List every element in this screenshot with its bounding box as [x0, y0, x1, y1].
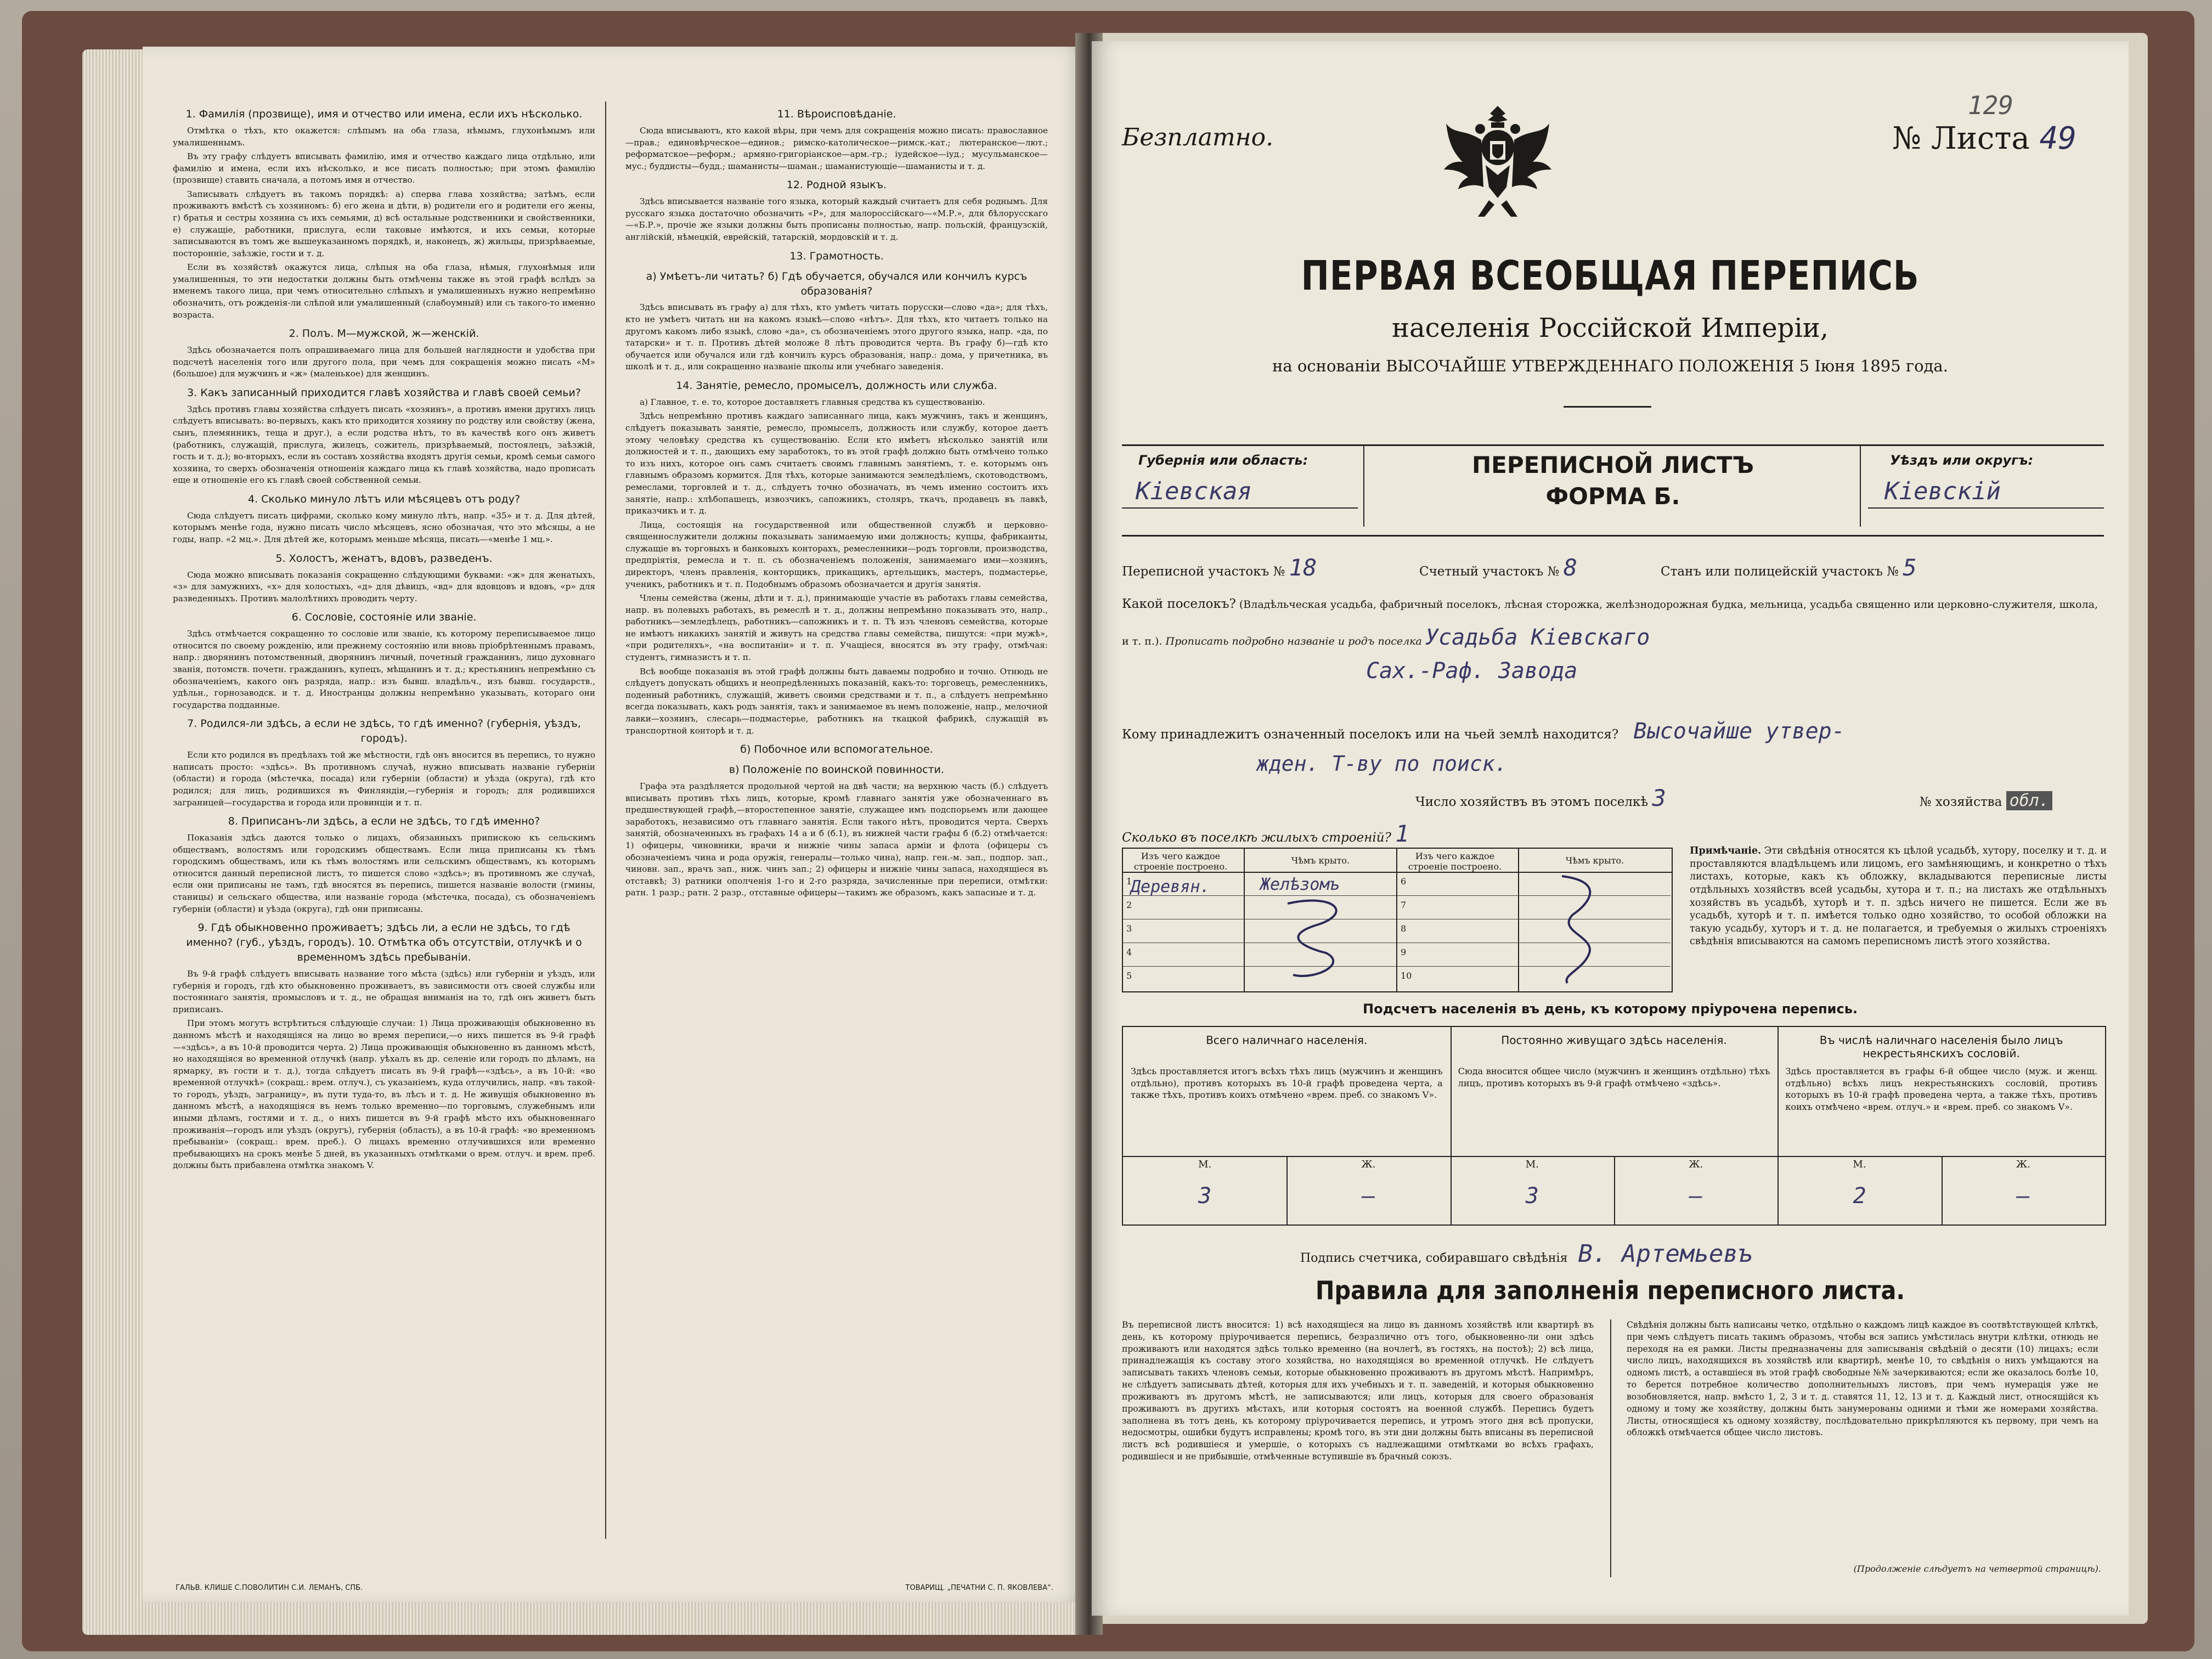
owner-line [1122, 719, 1845, 744]
instruction-paragraph: Здѣсь вписывать въ графу а) для тѣхъ, кто умѣетъ читать порусски—слово «да»; для тѣхъ, кто не умѣетъ читать ни на какомъ языкѣ—слово «нѣтъ». Для тѣхъ, кто читаетъ только на другомъ какомъ либо языкѣ, слово «да», съ обозначеніемъ этого другого языка, напр. «да, по татарски» и т. п. Противъ дѣтей моложе 8 лѣтъ проводится черта. Въ графу б)—гдѣ кто обучается или обучался или гдѣ кончилъ курсъ образованія, напр.: дома, у причетника, въ школѣ и т. д., или сокращенно названіе школы или учебнаго заведенія. [625, 302, 1048, 372]
male-count: 2 [1853, 1183, 1866, 1209]
households-line [1415, 785, 2052, 811]
households-label: Число хозяйствъ въ этомъ поселкѣ [1415, 795, 1649, 809]
household-no-value: обл. [2006, 791, 2052, 810]
instruction-paragraph: Въ 9-й графѣ слѣдуетъ вписывать название того мѣста (здѣсь) или губерніи и уѣздъ, или губернія и городъ, гдѣ кто обыкновенно проживаетъ, въ зависимости отъ своей службы или постояннаго занятія, промысловъ и т. д., не обращая вниманія на то, гдѣ онъ живетъ быть приписанъ. [173, 969, 595, 1014]
rules-column-1: Въ переписной листъ вносится: 1) всѣ находящіеся на лицо въ данномъ хозяйствѣ или квартирѣ въ день, къ которому пріурочивается перепись, безразлично отъ того, обыкновенно-ли они здѣсь проживаютъ или находятся здѣсь только временно (на ночлегѣ, въ гостяхъ, на постоѣ); 2) всѣ лица, принадлежащія къ составу этого хозяйства, но находящіяся во временной отлучкѣ. Не слѣдуетъ записывать такихъ членовъ семьи, которые обыкновенно проживаютъ въ другомъ мѣстѣ. Напримѣръ, не слѣдуетъ записывать дѣтей, которыя для ихъ учебныхъ и т. п. заведеній, и которыя обыкновенно проживаютъ въ другомъ мѣстѣ, не записываются; или лицъ, которыя для своего образованія проживаютъ въ другихъ мѣстахъ, или которыя состоятъ на военной службѣ. Перепись будетъ заполнена въ тотъ день, къ которому пріурочивается перепись, и утромъ этого дня всѣ пропуски, недосмотры, ошибки будутъ исправлены; кромѣ того, въ эти дни должны быть вписаны въ переписной листъ всѣ родившіеся и умершіе, о которыхъ съ надлежащими отмѣтками во всѣхъ графахъ, родившіеся и не прибывшіе, отмѣченные вступившіе въ брачный союзъ. [1122, 1320, 1594, 1462]
buildings-note [1690, 845, 2107, 949]
settlement-block [1122, 592, 2104, 658]
section-heading: а) Умѣетъ-ли читать? б) Гдѣ обучается, обучался или кончилъ курсъ образованія? [646, 270, 1028, 297]
district-label: Уѣздъ или округъ: [1890, 453, 2034, 468]
title-rule [1564, 406, 1651, 408]
police-area-label: Станъ или полицейскій участокъ № [1661, 565, 1899, 579]
instruction-paragraph: Сюда можно вписывать показанія сокращенно слѣдующими буквами: «ж» для женатыхъ, «з» для замужнихъ, «х» для холостыхъ, «д» для дѣвицъ, «вд» для вдовцовъ и вдовъ, «р» для разведенныхъ. Противъ малолѣтнихъ проводить черту. [173, 569, 595, 603]
settlement-value-1: Усадьба Кіевскаго [1425, 624, 1650, 650]
district-underline [1868, 507, 2104, 509]
instruction-paragraph: Показанія здѣсь даются только о лицахъ, обязанныхъ припискою къ сельскимъ обществамъ, волостямъ или городскимъ обществамъ. Если лица приписаны къ тѣмъ городскимъ обществамъ, или къ тѣмъ волостямъ или сельскимъ обществамъ, къ которымъ относится данный переписной листъ, то пишется слово «здѣсь»; въ противномъ же случаѣ, если они приписаны не тамъ, гдѣ вносятся въ перепись, пишется названіе волости (гмины, станицы) и сельскаго общества, или названіе города (мѣстечка, посада), съ обозначеніемъ губерніи (области) и уѣзда (округа), гдѣ они приписаны. [173, 833, 595, 914]
buildings-line [1122, 820, 1409, 847]
settlement-hint-2: Прописать подробно названіе и родъ поселка [1165, 635, 1422, 647]
section-heading: 2. Полъ. М—мужской, ж—женскій. [289, 328, 479, 340]
signature-value: В. Артемьевъ [1578, 1240, 1753, 1268]
female-label: Ж. [1361, 1159, 1376, 1170]
section-heading: 11. Вѣроисповѣданіе. [777, 108, 896, 120]
male-label: М. [1198, 1159, 1212, 1170]
building-1-material: Деревян. [1131, 877, 1210, 896]
rules-column-2: Свѣдѣнія должны быть написаны четко, отдѣльно о каждомъ лицѣ каждое въ соотвѣтствующей клѣткѣ, при чемъ слѣдуетъ писать такимъ образомъ, чтобы вся запись умѣстилась внутри клѣтки, отнюдь не переходя на ея рамки. Листы предназначены для записыванія свѣдѣній о десяти (10) лицахъ; если число лицъ, находящихся въ хозяйствѣ или квартирѣ, менѣе 10, то свѣдѣнія о нихъ умѣщаются на одномъ листѣ, а оставшіеся въ этой графѣ свободные №№ зачеркиваются; если же оказалось болѣе 10, то берется потребное количество дополнительныхъ листовъ, при чемъ нумерація уже не возобновляется, напр. вмѣсто 1, 2, 3 и т. д. ставятся 11, 12, 13 и т. д. Каждый лист, относящійся къ одному и тому же хозяйству, должны быть занумерованы одними и тѣми же номерами хозяйства. Листы, относящіеся къ одному хозяйству, послѣдовательно прикрѣпляются къ первому, при чемъ на обложкѣ отмѣчается общее число листовъ. [1627, 1320, 2098, 1438]
building-1-roof: Желѣзомъ [1260, 875, 1340, 894]
section-heading: 4. Сколько минуло лѣтъ или мѣсяцевъ отъ роду? [247, 493, 521, 505]
buildings-col-rule-a [1244, 849, 1245, 991]
owner-label: Кому принадлежитъ означенный поселокъ или на чьей землѣ находится? [1122, 727, 1619, 742]
police-area-value: 5 [1903, 554, 1917, 581]
buildings-col-rule-b [1518, 849, 1519, 991]
instruction-paragraph: Если кто родился въ предѣлахъ той же мѣстности, гдѣ онъ вносится въ перепись, то нужно написать просто: «здѣсь». Въ противномъ случаѣ, нужно вписывать названіе губерніи (области) и города (мѣстечка, посада) или губерніи (области) и уѣзда (округа), гдѣ кто родился; для лицъ, родившихся въ Финляндіи,—губернія и городъ; для родившихся заграницей—государства и города или провинціи и т. п. [173, 750, 595, 808]
household-no-label: № хозяйства [1919, 795, 2002, 809]
owner-value-1: Высочайше утвер- [1633, 719, 1845, 744]
settlement-hint: (Владѣльческая усадьба, фабричный поселокъ, лѣсная сторожка, желѣзнодорожная будка, мельница, усадьба священно или церковно-служителя, школа, и т. п.). [1122, 599, 2098, 647]
census-area-label: Переписной участокъ № [1122, 565, 1285, 579]
header-top-rule [1122, 444, 2104, 446]
instruction-paragraph: Отмѣтка о тѣхъ, кто окажется: слѣпымъ на оба глаза, нѣмымъ, глухонѣмымъ или умалишеннымъ. [173, 125, 595, 148]
rules-continued-note: (Продолженіе слѣдуетъ на четвертой страницѣ). [1853, 1564, 2101, 1574]
female-count: — [1362, 1183, 1375, 1209]
right-page-census-form [1092, 41, 2129, 1616]
sheet-number-value: 49 [2039, 121, 2076, 156]
building-row-number: 4 [1126, 947, 1132, 957]
instruction-paragraph: Члены семейства (жены, дѣти и т. д.), принимающіе участіе въ работахъ главы семейства, напр. въ полевыхъ работахъ, въ ремеслѣ и т. д., должны непремѣнно показывать это, напр., работникъ—земледѣлецъ, работникъ—сапожникъ и т. п. Тѣ изъ членовъ семейства, которые не имѣютъ никакихъ занятій и живутъ на средства главы семейства, пишутся: «при мужѣ», «при родителяхъ», «на воспитаніи» и т. п. Учащіеся, вносятся въ эту графу, отмѣчая: студентъ, гимназистъ и т. п. [625, 593, 1048, 663]
section-heading: б) Побочное или вспомогательное. [740, 743, 933, 756]
census-area-value: 18 [1289, 554, 1317, 581]
building-row-number: 6 [1401, 876, 1407, 887]
blank-scribble-right [1540, 871, 1617, 986]
instruction-paragraph: Сюда слѣдуетъ писать цифрами, сколько кому минуло лѣтъ, напр. «35» и т. д. Для дѣтей, которымъ менѣе года, нужно писать число мѣсяцевъ, ясно обозначая, что это мѣсяцы, а не годы, напр. «2 мц.». Для дѣтей же, которымъ меньше мѣсяца, писать—«менѣе 1 мц.». [173, 510, 595, 545]
buildings-table-mid [1396, 849, 1397, 991]
section-heading: в) Положеніе по воинской повинности. [729, 764, 945, 776]
population-col-head: Всего наличнаго населенія. [1206, 1034, 1368, 1047]
section-heading: 12. Родной языкъ. [786, 179, 887, 191]
header-bottom-rule [1122, 535, 2104, 537]
instruction-paragraph: Графа эта раздѣляется продольной чертой на двѣ части; на верхнюю часть (б.) слѣдуетъ вписывать противъ тѣхъ лицъ, которые, кромѣ главнаго занятія уже обозначеннаго въ предшествующей графѣ,—второстепенное занятіе, служащее имъ подспорьемъ или дающее заработокъ, независимо отъ главнаго занятія. Если такого нѣтъ, проводится черта. Сверхъ занятій, обозначенныхъ въ графахъ 14 а и б (б.1), въ нижней части графы б (б.2) отмѣчается: 1) офицеры, чиновники, врачи и нижніе чины запаса арміи и флота (офицеры съ обозначеніемъ чина и рода оружія, генералы—только чина), напр. ген.-м. зап., подпор. зап., чиновн. зап., врачъ зап., ниж. чинъ зап.; 2) офицеры и нижніе чины запаса, находящіеся въ отставкѣ; 3) ратники ополченія 1-го и 2-го разряда, зачисленные при переписи, отмѣтки: ратн. 1 разр.; ратн. 2 разр., отставные офицеры—такимъ же образомъ, какъ запасные и т. д. [625, 781, 1048, 898]
instruction-paragraph: Въ эту графу слѣдуетъ вписывать фамилію, имя и отчество каждаго лица отдѣльно, или фамилію и имена, если ихъ нѣсколько, и все писать полностью; при этомъ фамилію (прозвище) ставить сначала, а потомъ имя и отчество. [173, 151, 595, 185]
instruction-paragraph: При этомъ могутъ встрѣтиться слѣдующіе случаи: 1) Лица проживающія обыкновенно въ данномъ мѣстѣ и находящіяся на лицо во время переписи,—о нихъ пишется въ 9-й графѣ—«здѣсь», а въ 10-й проводится черта. 2) Лица проживающія обыкновенно въ данномъ мѣстѣ, но находящіяся во временной отлучкѣ (напр. уѣхалъ въ др. селеніе или городъ по дѣламъ, на ярмарку, въ гости и т. д.), тогда слѣдуетъ писать въ 9-й графѣ—«здѣсь», а въ 10-й: «во временной отлучкѣ» (сокращ.: врем. отлуч.), съ указаніемъ, куда отлучились, напр. «въ такой-то городъ, уѣздъ, заграницу», въ пути туда-то, въ лѣсъ и т. д. Не живущія обыкновенно въ данномъ мѣстѣ, а находящіяся въ немъ только временно—по торговымъ, служебнымъ или иными дѣламъ, гостями и т. д., о нихъ пишется въ 9-й графѣ мѣсто ихъ обыкновеннаго проживанія—городъ или уѣздъ (округъ), губернія (область), а въ 10-й графѣ: «во временномъ пребываніи» (сокращ.: врем. преб.). О лицахъ временно отлучившихся или временно пребывающихъ на срокъ менѣе 5 дней, въ указанныхъ отмѣтками о врем. отлуч. и врем. преб. должны быть прибавлена отмѣтка знакомъ V. [173, 1018, 595, 1171]
form-name [1380, 450, 1846, 512]
column-divider [605, 101, 606, 1539]
instruction-paragraph: Всѣ вообще показанія въ этой графѣ должны быть даваемы подробно и точно. Отнюдь не слѣдуетъ допускать общихъ и неопредѣленныхъ показаній, какъ-то: торговецъ, ремесленникъ, поденный работникъ, служащій, живетъ своими средствами и т. п., а слѣдуетъ непремѣнно всегда показывать, какъ родъ занятія, такъ и занимаемое въ немъ положеніе, напр., мелочной лавки—хозяинъ, слесарь—подмастерье, работникъ на ткацкой фабрикѣ, служащій въ транспортной конторѣ и т. д. [625, 666, 1048, 736]
instruction-paragraph: Здѣсь противъ главы хозяйства слѣдуетъ писать «хозяинъ», а противъ имени другихъ лицъ слѣдуетъ вписывать: во-первыхъ, какъ кто приходится хозяину по родству или свойству (жена, сынъ, племянникъ, теща и друг.), а если родства нѣтъ, то въ качествѣ кого онъ живетъ (работникъ, служащій, прислуга, жилецъ, сожитель, призрѣваемый, постоялецъ, заѣзжій, гость и т. д.); во-вторыхъ, если въ составъ хозяйства входятъ другія семьи, кромѣ семьи самого хозяина, то сверхъ обозначенія отношенія каждаго лица къ главѣ хозяйства, надо прописать еще и отношеніе его къ главѣ своей собственной семьи. [173, 404, 595, 486]
rules-divider [1610, 1319, 1611, 1577]
building-row-number: 1 [1126, 876, 1132, 887]
instruction-paragraph: Записывать слѣдуетъ въ такомъ порядкѣ: а) сперва глава хозяйства; затѣмъ, если проживаютъ вмѣстѣ съ хозяиномъ: б) его жена и дѣти, в) родители его и родители его жены, г) братья и сестры хозяина съ ихъ семьями, д) всѣ остальные родственники и свойственники, е) служащіе, работники, прислуга, если таковые имѣются, и ихъ семьи, которые записываются въ томъ же вышеуказанномъ порядкѣ, и, наконецъ, ж) жильцы, призрѣваемые, посторонніе, заѣзжіе, гости и т. д. [173, 189, 595, 258]
female-count: — [1689, 1183, 1703, 1209]
header-divider-right [1860, 444, 1861, 527]
section-heading: 7. Родился-ли здѣсь, а если не здѣсь, то гдѣ именно? (губернія, уѣздъ, городъ). [187, 718, 581, 745]
count-area-label: Счетный участокъ № [1419, 565, 1560, 579]
instruction-paragraph: Здѣсь обозначается полъ опрашиваемаго лица для большей наглядности и удобства при подсчетѣ населенія того или другого пола, при чемъ для сокращенія можно писать «М» (большое) для мужчинъ и «ж» (маленькое) для женщинъ. [173, 345, 595, 379]
count-area-value: 8 [1563, 554, 1577, 581]
material-col-head: Изъ чего каждое строеніе построено. [1133, 851, 1228, 872]
instruction-paragraph: а) Главное, т. е. то, которое доставляетъ главныя средства къ существованію. [640, 397, 985, 407]
male-count: 3 [1525, 1183, 1539, 1209]
female-label: Ж. [1689, 1159, 1703, 1170]
instruction-paragraph: Если въ хозяйствѣ окажутся лица, слѣпыя на оба глаза, нѣмыя, глухонѣмыя или умалишенныя, то эти недостатки должны быть отмѣчены также въ этой графѣ вслѣдъ за именемъ такого лица, при чемъ относительно слѣпыхъ и умалишенныхъ нужно непремѣнно обозначить, отъ рожденія-ли слѣпой или умалишенный (слабоумный) или съ такого-то именно возраста. [173, 262, 595, 320]
district-value: Кіевскій [1884, 477, 2001, 505]
roof-col-head: Чѣмъ крыто. [1291, 855, 1350, 866]
instructions-column-1 [173, 101, 595, 1550]
buildings-label: Сколько въ поселкѣ жилыхъ строеній? [1122, 831, 1391, 845]
document-subtitle: населенія Россійской Имперіи, [1392, 313, 1829, 343]
form-name-line-2: ФОРМА Б. [1545, 482, 1680, 510]
section-heading: 14. Занятіе, ремесло, промыселъ, должность или служба. [676, 379, 997, 392]
legal-basis-line: на основаніи ВЫСОЧАЙШЕ УТВЕРЖДЕННАГО ПОЛОЖЕНІЯ 5 Іюня 1895 года. [1272, 357, 1948, 375]
printer-credit-left: ГАЛЬВ. КЛИШЕ С.ПОВОЛИТИН С.И. ЛЕМАНЪ, СПБ. [176, 1584, 363, 1592]
note-text: Эти свѣдѣнія относятся къ цѣлой усадьбѣ, хутору, поселку и т. д. и проставляются владѣльцемъ или лицомъ, его замѣняющимъ, и конкретно о тѣхъ листахъ, которые, какъ къ обложку, вкладываются переписные листы отдѣльныхъ хозяйствъ всей усадьбы, хутора и т. п.; на листахъ же отдѣльныхъ хозяйствъ въ усадьбѣ, хуторѣ и т. п. здѣсь ничего не пишется. Если же въ усадьбѣ, хуторѣ и т. п. имѣется только одно хозяйство, то особой обложки на такую усадьбу, хуторъ и т. д. не полагается, и требуемыя о жилыхъ строеніяхъ свѣдѣнія вписываются на самомъ переписномъ листѣ этого хозяйства. [1690, 845, 2107, 947]
governorate-value: Кіевская [1136, 477, 1252, 505]
building-row-number: 10 [1401, 970, 1412, 981]
instruction-paragraph: Лица, состоящія на государственной или общественной службѣ и церковно-священнослужители должны показывать занимаемую ими должность; купцы, фабриканты, служащіе въ торговыхъ и банковыхъ конторахъ, ремесленники—родъ торговли, производства, предпріятія, ремесла и т. п. съ обозначеніемъ положенія, занимаемаго ими—хозяинъ, директоръ, членъ правленія, конторщикъ, прикащикъ, артельщикъ, мастеръ, подмастерье, ученикъ, работникъ и т. п. Подобнымъ образомъ обозначается и другія занятія. [625, 520, 1048, 589]
governorate-label: Губернія или область: [1138, 453, 1308, 468]
population-col-text: Здѣсь проставляется въ графы 6-й общее число (муж. и женщ. отдѣльно) всѣхъ лицъ некрестьянскихъ сословій, противъ которыхъ въ 10-й графѣ проведена черта, а также тѣхъ, противъ коихъ отмѣчено «врем. отлуч.» и «врем. преб. со знакомъ V». [1785, 1066, 2097, 1112]
pencil-page-number: 129 [1967, 91, 2013, 120]
building-row-rule [1397, 966, 1671, 967]
signature-label: Подпись счетчика, собиравшаго свѣдѣнія [1300, 1251, 1568, 1265]
buildings-table [1122, 848, 1673, 992]
instruction-paragraph: Здѣсь отмѣчается сокращенно то сословіе или званіе, къ которому переписываемое лицо относится по своему рожденію, или прежнему состоянію или вновь пріобрѣтеннымъ правамъ, напр.: дворянинъ потомственный, дворянинъ личный, почетный гражданинъ, лицо духовнаго званія, потомств. почетн. гражданинъ, купецъ, мѣщанинъ и т. д.; крестьянинъ непремѣнно съ обозначеніемъ, какого онъ разряда, напр.: изъ бывш. владѣльч., изъ бывш. государств., удѣльн., горнозаводск. и т. д. Иностранцы должны непремѣнно указывать, котораго они государства подданные. [173, 629, 595, 710]
buildings-value: 1 [1395, 820, 1409, 847]
material-col-head-2: Изъ чего каждое строеніе построено. [1408, 851, 1502, 872]
instruction-paragraph: Сюда вписываютъ, кто какой вѣры, при чемъ для сокращенія можно писать: православное—прав.; единовѣрческое—единов.; римско-католическое—римск.-кат.; лютеранское—лют.; реформатское—реформ.; армяно-григоріанское—арм.-гр.; іудейское—іуд.; мусульманское—мус.; буддисты—будд.; шаманисты—шаман.; шаманистующіе—шаманисты и т. д. [625, 125, 1048, 171]
population-col-head: Въ числѣ наличнаго населенія было лицъ некрестьянскихъ сословій. [1819, 1034, 2063, 1060]
section-heading: 6. Сословіе, состояніе или званіе. [291, 611, 477, 624]
building-row-rule [1397, 895, 1671, 896]
form-name-line-1: ПЕРЕПИСНОЙ ЛИСТЪ [1471, 452, 1754, 478]
population-col-text: Здѣсь проставляется итогъ всѣхъ тѣхъ лицъ (мужчинъ и женщинъ отдѣльно), противъ которыхъ въ 10-й графѣ проведена черта, а также тѣхъ, противъ коихъ отмѣчено «врем. преб. со знакомъ V». [1131, 1066, 1443, 1101]
section-heading: 8. Приписанъ-ли здѣсь, а если не здѣсь, то гдѣ именно? [228, 815, 540, 828]
header-divider-left [1363, 444, 1364, 527]
building-row-number: 5 [1126, 970, 1132, 981]
male-count: 3 [1198, 1183, 1212, 1209]
signature-line [1300, 1240, 1752, 1268]
roof-col-head-2: Чѣмъ крыто. [1565, 855, 1624, 866]
document-title: ПЕРВАЯ ВСЕОБЩАЯ ПЕРЕПИСЬ [1301, 252, 1920, 300]
note-title: Примѣчаніе. [1690, 845, 1762, 856]
section-heading: 3. Какъ записанный приходится главѣ хозяйства и главѣ своей семьи? [187, 386, 581, 399]
male-label: М. [1525, 1159, 1539, 1170]
free-of-charge-label: Безплатно. [1122, 123, 1274, 151]
imperial-eagle-emblem [1443, 101, 1553, 228]
building-row-number: 2 [1126, 900, 1132, 910]
instruction-paragraph: Здѣсь вписывается названіе того языка, который каждый считаетъ для себя роднымъ. Для русскаго языка достаточно обозначить «Р», для малороссійскаго—«М.Р.», для бѣлорусскаго—«Б.Р.», прочіе же языки должны быть прописаны полностью, напр. польскій, французскій, англійскій, нѣмецкій, еврейскій, татарскій, мордовскій и т. д. [625, 196, 1048, 242]
population-col-head: Постоянно живущаго здѣсь населенія. [1501, 1034, 1727, 1047]
instruction-paragraph: Здѣсь непремѣнно противъ каждаго записаннаго лица, какъ мужчинъ, такъ и женщинъ, слѣдуетъ показывать занятіе, ремесло, промыселъ, должность или службу, которое даетъ этому человѣку средства къ существованію. Если кто имѣетъ нѣсколько занятій или должностей и т. п., дающихъ ему заработокъ, то въ этой графѣ должно быть отмѣчено только то изъ нихъ, которое онъ самъ считаетъ своимъ главнымъ занятіемъ, т. е. которымъ онъ главнымъ образомъ кормится. Для тѣхъ, которые занимаются земледѣліемъ, скотоводствомъ, ремеслами, торговлей и т. д., слѣдуетъ точно обозначать, въ чемъ именно состоитъ ихъ занятіе, напр.: хлѣбопашецъ, извозчикъ, сапожникъ, столяръ, ткачъ, продавецъ въ лавкѣ, приказчикъ и т. д. [625, 411, 1048, 516]
female-label: Ж. [2016, 1159, 2030, 1170]
left-page-instructions [143, 47, 1086, 1602]
areas-line [1122, 554, 1917, 581]
population-table [1122, 1026, 2106, 1226]
building-row-number: 3 [1126, 923, 1132, 934]
building-row-number: 7 [1401, 900, 1407, 910]
sheet-number-label: № Листа [1892, 121, 2030, 156]
building-row-number: 9 [1401, 947, 1407, 957]
blank-scribble-left [1271, 893, 1370, 986]
building-row-number: 8 [1401, 923, 1407, 934]
section-heading: 13. Грамотность. [789, 250, 884, 262]
female-count: — [2016, 1183, 2030, 1209]
section-heading: 9. Гдѣ обыкновенно проживаетъ; здѣсь ли, а если не здѣсь, то гдѣ именно? (губ., уѣздъ, городъ). 10. Отмѣтка объ отсутствіи, отлучкѣ и о временномъ здѣсь пребываніи. [186, 922, 582, 964]
settlement-value-2: Сах.-Раф. Завода [1366, 658, 1578, 684]
owner-value-2: жден. Т-ву по поиск. [1256, 752, 1508, 776]
printer-credit-right: ТОВАРИЩ. „ПЕЧАТНИ С. П. ЯКОВЛЕВА“. [905, 1584, 1053, 1592]
section-heading: 5. Холостъ, женатъ, вдовъ, разведенъ. [275, 552, 493, 565]
rules-title: Правила для заполненія переписного листа. [1315, 1276, 1905, 1305]
male-label: М. [1853, 1159, 1866, 1170]
section-heading: 1. Фамилія (прозвище), имя и отчество или имена, если ихъ нѣсколько. [185, 108, 583, 120]
form-header-block [1122, 453, 2104, 529]
instructions-column-2 [625, 101, 1048, 1550]
population-col-text: Сюда вносится общее число (мужчинъ и женщинъ отдѣльно) тѣхъ лицъ, противъ которыхъ въ 9-й графѣ отмѣчено «здѣсь». [1458, 1066, 1770, 1088]
governorate-underline [1122, 507, 1358, 509]
households-value: 3 [1652, 785, 1666, 811]
population-count-title: Подсчетъ населенія въ день, къ которому пріурочена перепись. [1363, 1001, 1858, 1017]
settlement-label: Какой поселокъ? [1122, 597, 1236, 611]
sheet-number [1892, 121, 2076, 156]
